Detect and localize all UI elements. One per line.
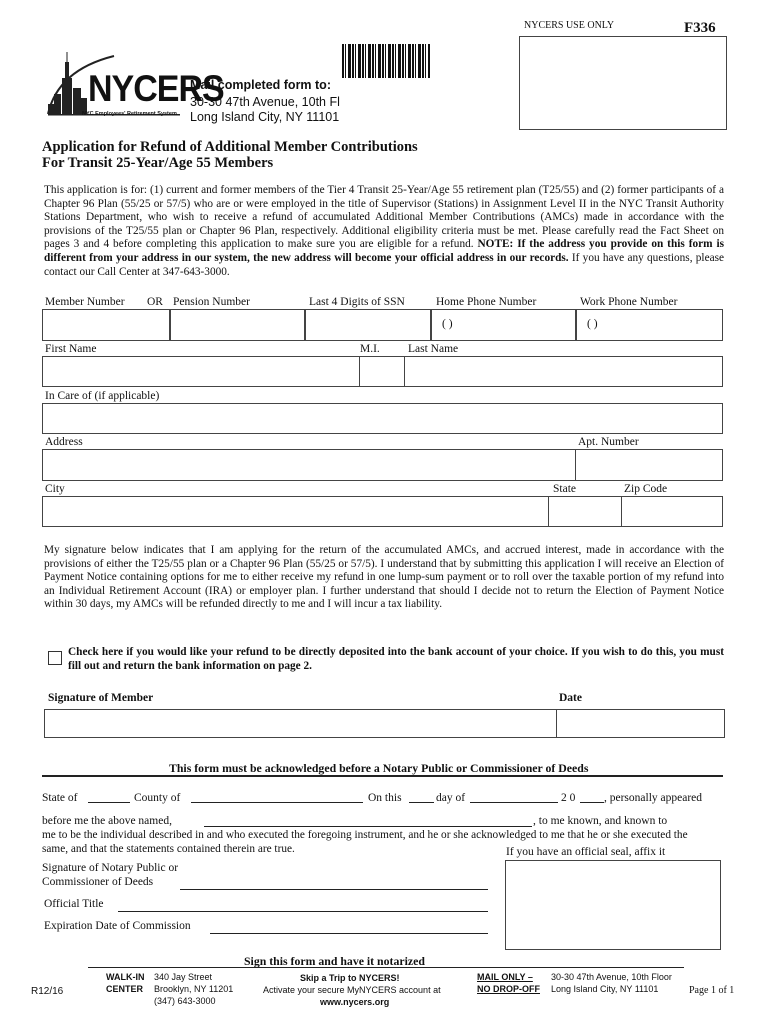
mail-only-address-1: 30-30 47th Avenue, 10th Floor: [551, 972, 672, 982]
mail-to-line2: Long Island City, NY 11101: [190, 110, 340, 124]
intro-paragraph: [44, 184, 724, 279]
to-me-known: , to me known, and known to: [533, 815, 668, 827]
ssn-label: Last 4 Digits of SSN: [309, 296, 405, 308]
direct-deposit-text: Check here if you would like your refund to be directly deposited into the bank account of your choice. If you wish to do this, you must fill out and return the bank information on page 2.: [68, 646, 724, 672]
mail-only-address-2: Long Island City, NY 11101: [551, 984, 659, 994]
sig-notary-label-1: Signature of Notary Public or: [42, 862, 179, 874]
walk-in-address-2: Brooklyn, NY 11201: [154, 984, 234, 994]
walk-in-label-2: CENTER: [106, 984, 144, 994]
walk-in-label-1: WALK-IN: [106, 972, 145, 982]
footer-rule: [88, 967, 684, 968]
sign-notarized: Sign this form and have it notarized: [244, 954, 425, 968]
signature-statement: My signature below indicates that I am applying for the return of the accumulated AMCs, and accrued interest, made in accordance with the provisions of either the T25/55 plan or a Chapter 96 Plan (55/25 or 57/5). I understand that by submitting this application I will receive an Election of Payment Notice containing options for me to either receive my refund in one lump-sum payment or to roll over the taxable portion of my refund into an Individual Retirement Account (IRA) or employer plan. I further understand that should I decide not to return the Election of Payment Notice within 30 days, my AMCs will be refunded directly to me and I will incur a tax liability.: [44, 544, 724, 611]
county-of-label: County of: [134, 792, 181, 804]
direct-deposit-checkbox[interactable]: [48, 651, 62, 665]
intro-text-end: If you have any questions, please contact our Call Center at 347-643-3000.: [44, 251, 725, 278]
date-label: Date: [559, 692, 582, 704]
form-title-line1: Application for Refund of Additional Member Contributions: [42, 139, 418, 155]
nycers-use-only-box: [519, 36, 727, 130]
work-phone-field[interactable]: [576, 309, 723, 341]
form-title-line2: For Transit 25-Year/Age 55 Members: [42, 155, 274, 171]
expiration-label: Expiration Date of Commission: [44, 920, 191, 932]
day-of-label: day of: [436, 792, 466, 804]
last-name-label: Last Name: [408, 343, 459, 355]
expiration-line[interactable]: [210, 933, 488, 934]
apt-label: Apt. Number: [578, 436, 639, 448]
no-drop-off-label: NO DROP-OFF: [477, 984, 540, 994]
seal-label: If you have an official seal, affix it: [506, 846, 666, 858]
county-of-line[interactable]: [191, 802, 363, 803]
state-field[interactable]: [548, 496, 622, 527]
barcode: [342, 44, 430, 78]
last-name-field[interactable]: [405, 356, 723, 387]
logo-text: NYCERS: [88, 68, 224, 110]
sig-notary-line[interactable]: [180, 889, 488, 890]
member-number-label: Member Number: [45, 296, 125, 308]
mail-only-label: MAIL ONLY –: [477, 972, 533, 982]
year-prefix: 2 0: [561, 792, 576, 804]
mail-to-line1: 30-30 47th Avenue, 10th Fl: [190, 95, 340, 109]
state-of-label: State of: [42, 792, 78, 804]
seal-box: [505, 860, 721, 950]
personally-appeared: , personally appeared: [604, 792, 703, 804]
zip-label: Zip Code: [624, 483, 668, 495]
mail-to-title: Mail completed form to:: [190, 78, 331, 92]
official-title-label: Official Title: [44, 898, 104, 910]
home-phone-label: Home Phone Number: [436, 296, 537, 308]
member-signature-field[interactable]: [44, 709, 725, 738]
day-of-line[interactable]: [470, 802, 558, 803]
address-field[interactable]: [42, 449, 576, 481]
pension-number-label: Pension Number: [173, 296, 250, 308]
signature-of-member-label: Signature of Member: [48, 692, 154, 704]
walk-in-address-1: 340 Jay Street: [154, 972, 213, 982]
first-name-field[interactable]: [42, 356, 359, 387]
intro-text: This application is for: (1) current and former members of the Tier 4 Transit 25-Year/Age 55 retirement plan (T25/55) and (2) former participants of a Chapter 96 Plan (55/25 or 57/5) who are or were employed in the title of Supervisor (Stations) in Assignment Level II in the NYC Transit Authority Stations Department, who wish to receive a refund of accumulated Additional Member Contributions (AMCs) made in accordance with the provisions of the T25/55 plan or Chapter 96 Plan, respectively. Additional eligibility criteria must be met. Please carefully read the Fact Sheet on pages 3 and 4 before completing this application to make sure you are eligible for a refund.: [44, 184, 724, 251]
notary-heading: This form must be acknowledged before a Notary Public or Commissioner of Deeds: [169, 761, 589, 775]
city-label: City: [45, 483, 65, 495]
skip-trip-text: Activate your secure MyNYCERS account at: [263, 985, 441, 995]
work-phone-label: Work Phone Number: [580, 296, 678, 308]
sig-notary-label-2: Commissioner of Deeds: [42, 876, 154, 888]
state-of-line[interactable]: [88, 802, 130, 803]
nycers-use-only-label: NYCERS USE ONLY: [524, 20, 615, 31]
mi-label: M.I.: [360, 343, 380, 355]
in-care-of-field[interactable]: [42, 403, 723, 434]
walk-in-phone: (347) 643-3000: [154, 996, 216, 1006]
pension-number-field[interactable]: [170, 309, 305, 341]
page-number: Page 1 of 1: [689, 985, 735, 996]
official-title-line[interactable]: [118, 911, 488, 912]
notary-body: me to be the individual described in and who executed the foregoing instrument, and he or she acknowledged to me that he or she executed the same, and that the statements contained therein are true.: [42, 829, 688, 855]
name-line[interactable]: [204, 826, 532, 827]
notary-rule: [42, 775, 723, 777]
intro-note: NOTE: If the address you provide on this form is different from your address in our system, the new address will become your official address in our records.: [44, 238, 724, 264]
form-number: F336: [684, 20, 716, 36]
logo-subtext: NYC Employees' Retirement System: [82, 111, 177, 117]
address-label: Address: [45, 436, 83, 448]
apt-field[interactable]: [575, 449, 723, 481]
on-this-line[interactable]: [409, 802, 434, 803]
home-phone-paren: ( ): [442, 318, 453, 330]
year-line[interactable]: [580, 802, 604, 803]
member-number-field[interactable]: [42, 309, 170, 341]
in-care-of-label: In Care of (if applicable): [45, 390, 160, 402]
on-this-label: On this: [368, 792, 402, 804]
mi-field[interactable]: [359, 356, 405, 387]
work-phone-paren: ( ): [587, 318, 598, 330]
nycers-website-link[interactable]: www.nycers.org: [320, 997, 390, 1007]
state-label: State: [553, 483, 576, 495]
zip-field[interactable]: [621, 496, 723, 527]
or-label: OR: [147, 296, 163, 308]
skip-trip-title: Skip a Trip to NYCERS!: [300, 973, 400, 983]
city-field[interactable]: [42, 496, 549, 527]
revision-code: R12/16: [31, 986, 64, 997]
first-name-label: First Name: [45, 343, 97, 355]
ssn-field[interactable]: [305, 309, 431, 341]
signature-date-divider: [556, 709, 557, 738]
before-me-label: before me the above named,: [42, 815, 172, 827]
